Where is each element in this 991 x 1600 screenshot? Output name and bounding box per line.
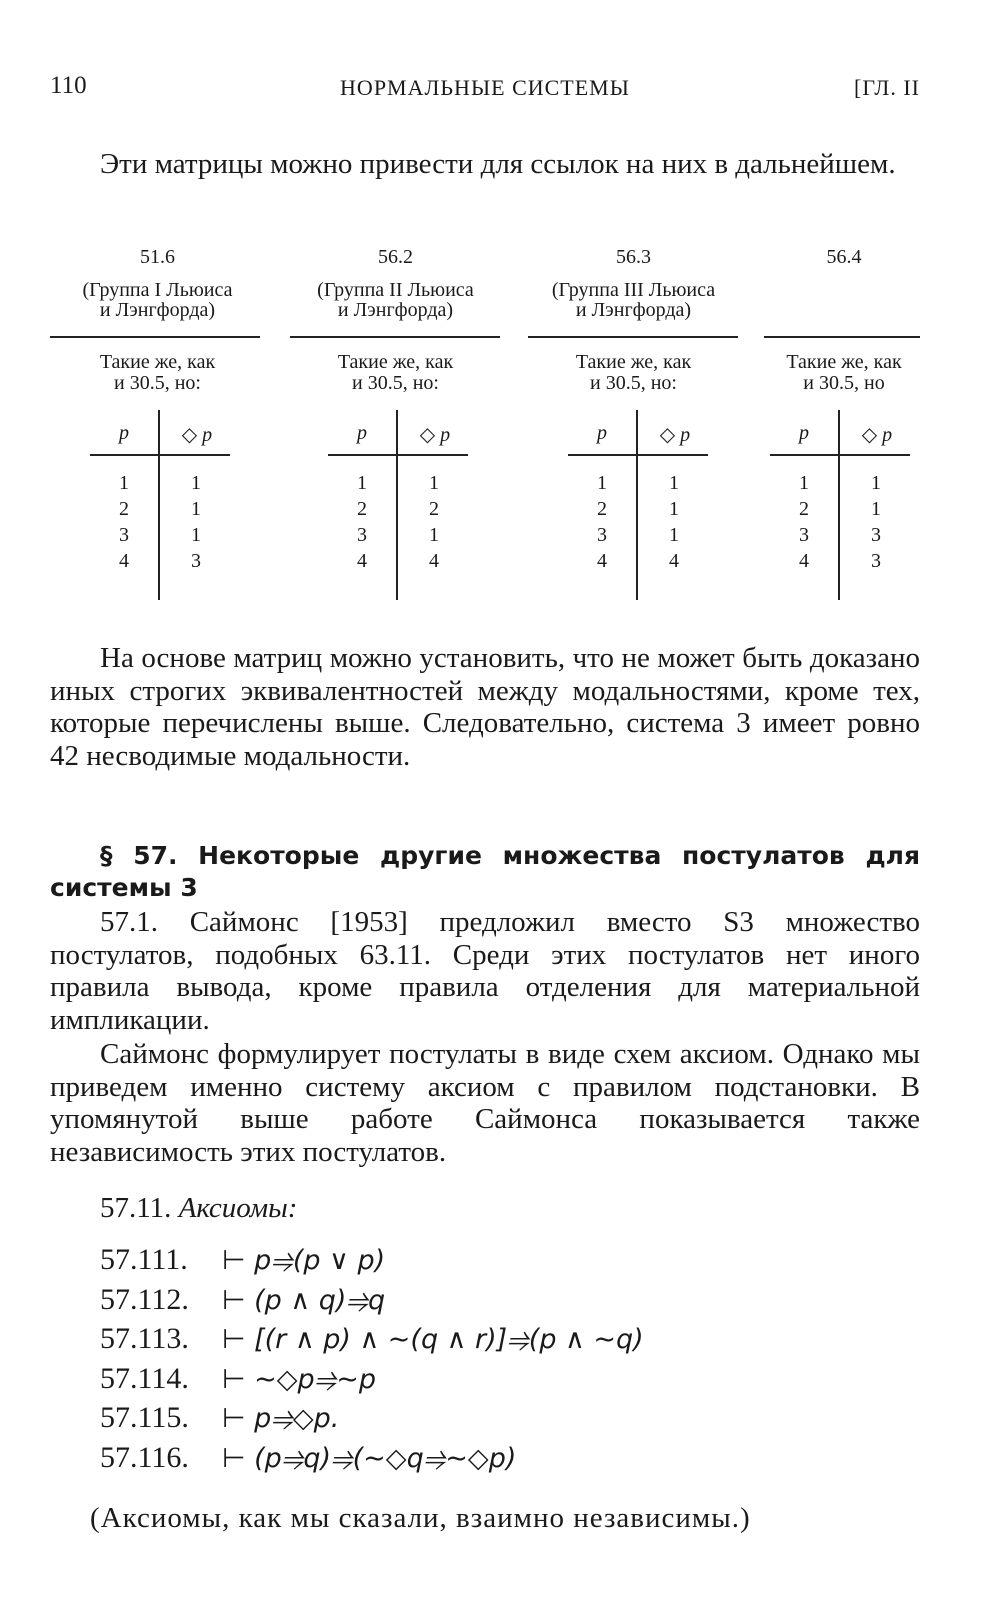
table-horizontal-rule: [770, 454, 910, 456]
matrix-group: [288, 280, 503, 320]
table-vertical-rule: [158, 410, 160, 600]
cell-p: 2: [597, 498, 607, 520]
matrix-group-line: (Группа I Льюиса: [82, 279, 233, 301]
matrix-group-line: (Группа II Льюиса: [317, 279, 474, 301]
simons-paragraph: Саймонс формулирует постулаты в виде схем аксиом. Однако мы приведем именно систему аксиом с правилом подстановки. В упомянутой выше работе Саймонса показывается также независимость этих постулатов.: [50, 1038, 920, 1168]
column-header-diamond-p: ◇ p: [419, 424, 451, 446]
matrix-condition: [288, 352, 503, 394]
matrix-number: 56.2: [378, 246, 413, 268]
intro-paragraph: Эти матрицы можно привести для ссылок на них в дальнейшем.: [100, 148, 896, 180]
cell-diamond-p: 1: [871, 498, 881, 520]
matrix-number: 56.3: [616, 246, 651, 268]
truth-table: [770, 410, 920, 600]
matrix-number: 51.6: [140, 246, 175, 268]
axiom-item: [100, 1319, 900, 1359]
matrix-56-4: [764, 246, 924, 618]
matrix-condition-line: и 30.5, но:: [352, 372, 439, 394]
cell-p: 1: [597, 472, 607, 494]
cell-p: 2: [799, 498, 809, 520]
cell-p: 4: [357, 550, 367, 572]
matrix-rule: [50, 336, 260, 338]
cell-diamond-p: 2: [429, 498, 439, 520]
cell-diamond-p: 3: [191, 550, 201, 572]
axiom-formula: ⊢ p⥤(p ∨ p): [222, 1245, 386, 1276]
cell-diamond-p: 1: [191, 498, 201, 520]
axiom-number: 57.114.: [100, 1361, 189, 1395]
paragraph-57-1: 57.1. Саймонс [1953] предложил вместо S3 множество постулатов, подобных 63.11. Среди этих постулатов нет иного правила вывода, кроме правила отделения для материальной импликации.: [50, 906, 920, 1036]
cell-diamond-p: 1: [871, 472, 881, 494]
chapter-marker: [ГЛ. II: [854, 75, 920, 100]
table-horizontal-rule: [328, 454, 468, 456]
axiom-formula: ⊢ p⥤◇p.: [222, 1403, 340, 1435]
running-header: [50, 72, 920, 108]
column-header-diamond-p: ◇ p: [659, 424, 691, 446]
column-header-p: p: [357, 422, 367, 444]
matrix-condition: [526, 352, 741, 394]
table-vertical-rule: [396, 410, 398, 600]
table-horizontal-rule: [568, 454, 708, 456]
cell-p: 1: [799, 472, 809, 494]
cell-diamond-p: 1: [191, 472, 201, 494]
cell-p: 2: [357, 498, 367, 520]
axiom-formula: ⊢ (p⥤q)⥤(∼◇q⥤∼◇p): [222, 1442, 517, 1474]
cell-p: 4: [799, 550, 809, 572]
matrix-rule: [528, 336, 738, 338]
matrix-number: 56.4: [826, 246, 862, 268]
cell-p: 1: [119, 472, 129, 494]
axiom-number: 57.115.: [100, 1401, 189, 1435]
matrix-condition: [50, 352, 265, 394]
table-horizontal-rule: [90, 454, 230, 456]
cell-diamond-p: 3: [871, 524, 881, 546]
axiom-number: 57.113.: [100, 1322, 189, 1356]
matrix-group: [526, 280, 741, 320]
column-header-p: p: [799, 422, 809, 444]
axiom-item: [100, 1438, 900, 1478]
axioms-heading-label: Аксиомы:: [178, 1192, 298, 1224]
axiom-number: 57.116.: [100, 1440, 189, 1474]
cell-p: 2: [119, 498, 129, 520]
column-header-p: p: [597, 422, 607, 444]
cell-p: 1: [357, 472, 367, 494]
running-title: НОРМАЛЬНЫЕ СИСТЕМЫ: [340, 75, 630, 100]
axiom-item: [100, 1398, 900, 1438]
axiom-item: [100, 1359, 900, 1399]
axiom-number: 57.111.: [100, 1243, 188, 1276]
cell-p: 3: [357, 524, 367, 546]
cell-diamond-p: 1: [669, 524, 679, 546]
cell-p: 3: [119, 524, 129, 546]
matrix-rule: [764, 336, 920, 338]
matrix-56-3: [526, 246, 741, 618]
matrices-block: [50, 246, 920, 618]
cell-diamond-p: 1: [191, 524, 201, 546]
axiom-formula: ⊢ [(r ∧ p) ∧ ∼(q ∧ r)]⥤(p ∧ ∼q): [222, 1324, 644, 1356]
axioms-heading: [100, 1192, 297, 1225]
matrix-group-line: и Лэнгфорда): [575, 299, 692, 321]
matrix-condition-line: Такие же, как: [575, 351, 692, 373]
column-header-p: p: [119, 422, 129, 444]
matrix-condition-line: Такие же, как: [99, 351, 216, 373]
page-number: 110: [50, 72, 87, 99]
cell-p: 3: [597, 524, 607, 546]
cell-diamond-p: 1: [669, 498, 679, 520]
axioms-heading-number: 57.11.: [100, 1192, 172, 1224]
table-vertical-rule: [838, 410, 840, 600]
table-vertical-rule: [636, 410, 638, 600]
cell-diamond-p: 1: [669, 472, 679, 494]
matrix-condition-line: и 30.5, но:: [590, 372, 677, 394]
cell-p: 3: [799, 524, 809, 546]
modalities-paragraph: На основе матриц можно установить, что не может быть доказано иных строгих эквивалентностей между модальностями, кроме тех, которые перечислены выше. Следовательно, система 3 имеет ровно 42 несводимые модальности.: [50, 642, 920, 772]
cell-diamond-p: 3: [871, 550, 881, 572]
matrix-condition-line: Такие же, как: [337, 351, 454, 373]
matrix-51-6: [50, 246, 265, 618]
axiom-formula: ⊢ ∼◇p⥤∼p: [222, 1363, 376, 1395]
axiom-list: [100, 1240, 900, 1478]
matrix-rule: [290, 336, 500, 338]
column-header-diamond-p: ◇ p: [181, 424, 213, 446]
matrix-condition-line: и 30.5, но:: [114, 372, 201, 394]
truth-table: [90, 410, 240, 600]
matrix-group-line: и Лэнгфорда): [337, 299, 454, 321]
cell-diamond-p: 4: [429, 550, 439, 572]
truth-table: [568, 410, 718, 600]
section-heading: [50, 840, 920, 904]
axiom-number: 57.112.: [100, 1282, 189, 1316]
matrix-56-2: [288, 246, 503, 618]
matrix-condition: [764, 352, 924, 394]
matrix-condition-line: и 30.5, но: [803, 372, 885, 394]
closing-remark: (Аксиомы, как мы сказали, взаимно независимы.): [90, 1502, 751, 1534]
matrix-condition-line: Такие же, как: [786, 351, 902, 373]
cell-p: 4: [597, 550, 607, 572]
column-header-diamond-p: ◇ p: [861, 424, 893, 446]
axiom-item: [100, 1280, 900, 1320]
axiom-formula: ⊢ (p ∧ q)⥤q: [222, 1284, 386, 1316]
section-title: § 57. Некоторые другие множества постулатов для системы 3: [50, 841, 920, 902]
axiom-item: [100, 1240, 900, 1280]
cell-diamond-p: 1: [429, 524, 439, 546]
matrix-group-line: (Группа III Льюиса: [551, 279, 716, 301]
matrix-group-line: и Лэнгфорда): [99, 299, 216, 321]
cell-p: 4: [119, 550, 129, 572]
truth-table: [328, 410, 478, 600]
cell-diamond-p: 4: [669, 550, 679, 572]
cell-diamond-p: 1: [429, 472, 439, 494]
matrix-group: [50, 280, 265, 320]
